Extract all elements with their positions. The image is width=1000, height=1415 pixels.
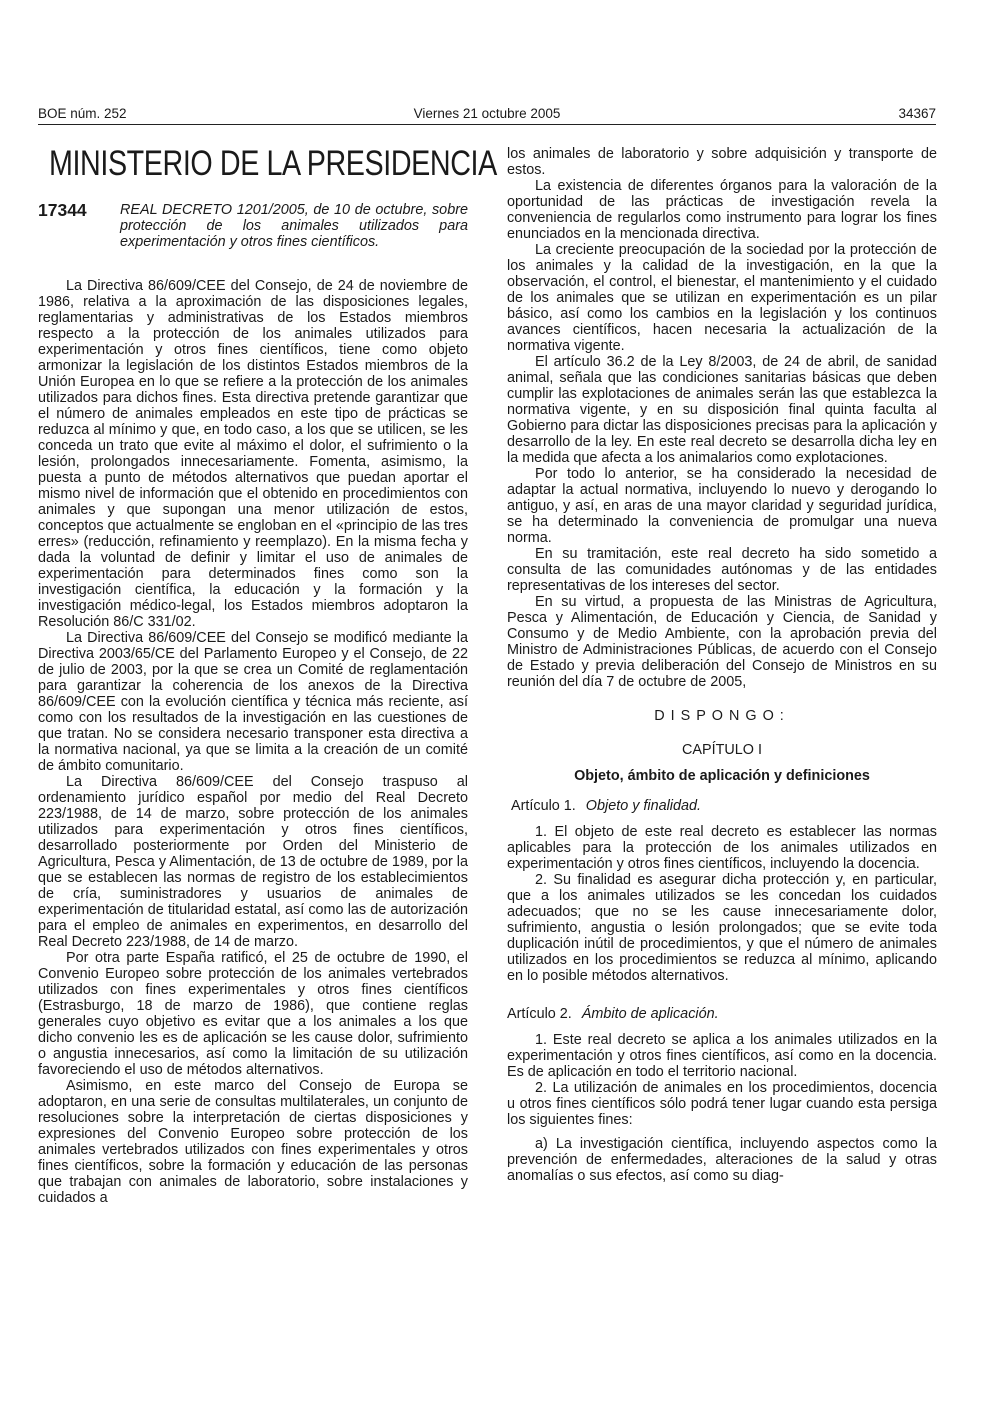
article-1-label: Artículo 1. bbox=[511, 798, 576, 814]
paragraph: Asimismo, en este marco del Consejo de Europa se adoptaron, en una serie de consultas multilaterales, un conjunto de resoluciones sobre la interpretación de ciertas disposiciones y expresiones del Convenio Europeo sobre protección de los animales vertebrados utilizados con fines experimentales y otros fines científicos, sobre la formación y educación de las personas que trabajan con animales de laboratorio, sobre instalaciones y cuidados a bbox=[38, 1078, 468, 1206]
decree-heading bbox=[38, 202, 468, 250]
paragraph: La Directiva 86/609/CEE del Consejo traspuso al ordenamiento jurídico español por medio del Real Decreto 223/1988, de 14 de marzo, sobre protección de los animales utilizados para experimentación y otros fines científicos, desarrollado posteriormente por Orden del Ministerio de Agricultura, Pesca y Alimentación, de 13 de octubre de 1989, por la que se establecen las normas de registro de los establecimientos de cría, suministradores y usuarios de animales de experimentación de titularidad estatal, así como las de autorización para el empleo de animales en experimentos, en desarrollo del Real Decreto 223/1988, de 14 de marzo. bbox=[38, 774, 468, 950]
article-paragraph: 1. Este real decreto se aplica a los animales utilizados en la experimentación y otros fines científicos, así como en la docencia. Es de aplicación en todo el territorio nacional. bbox=[507, 1032, 937, 1080]
paragraph: Por todo lo anterior, se ha considerado la necesidad de adaptar la actual normativa, incluyendo lo nuevo y derogando lo antiguo, y así, en aras de una mayor claridad y seguridad jurídica, se ha determinado la conveniencia de promulgar una nueva norma. bbox=[507, 466, 937, 546]
article-2-title: Ámbito de aplicación. bbox=[581, 1006, 719, 1022]
paragraph-continuation: los animales de laboratorio y sobre adquisición y transporte de estos. bbox=[507, 146, 937, 178]
article-paragraph: 2. Su finalidad es asegurar dicha protección y, en particular, que a los animales utilizados se les concedan los cuidados adecuados; que no se les cause innecesariamente dolor, sufrimiento, angustia o lesión prolongados; que se evite toda duplicación inútil de procedimientos, y que el número de animales utilizados en los procedimientos se reduzca al mínimo, aplicando en lo posible métodos alternativos. bbox=[507, 872, 937, 984]
decree-number: 17344 bbox=[38, 200, 87, 220]
article-paragraph: 2. La utilización de animales en los procedimientos, docencia u otros fines científicos sólo podrá tener lugar cuando esta persiga los siguientes fines: bbox=[507, 1080, 937, 1128]
preamble bbox=[38, 278, 468, 1206]
chapter-title: Objeto, ámbito de aplicación y definiciones bbox=[574, 768, 870, 784]
paragraph: En su tramitación, este real decreto ha sido sometido a consulta de las comunidades autónomas y de las entidades representativas de los intereses del sector. bbox=[507, 546, 937, 594]
paragraph: La Directiva 86/609/CEE del Consejo se modificó mediante la Directiva 2003/65/CE del Parlamento Europeo y el Consejo, de 22 de julio de 2003, por la que se crea un Comité de reglamentación para garantizar la coherencia de los anexos de la Directiva 86/609/CEE con la evolución científica y técnica más reciente, así como con los resultados de la investigación en las cuestiones de que tratan. No se considera necesario transponer esta directiva a la normativa nacional, ya que se limita a la creación de un comité de ámbito comunitario. bbox=[38, 630, 468, 774]
article-2-heading bbox=[507, 1006, 937, 1022]
paragraph: La Directiva 86/609/CEE del Consejo, de 24 de noviembre de 1986, relativa a la aproximación de las disposiciones legales, reglamentarias y administrativas de los Estados miembros respecto a la protección de los animales utilizados para experimentación y otros fines científicos, tiene como objeto armonizar la legislación de los distintos Estados miembros de la Unión Europea en lo que se refiere a la protección de los animales utilizados para dichos fines. Esta directiva pretende garantizar que el número de animales empleados en este tipo de prácticas se reduzca al mínimo y que, en todo caso, a los que se utilicen, se les conceda un trato que evite al máximo el dolor, el sufrimiento o la lesión, prolongados innecesariamente. Fomenta, asimismo, la puesta a punto de métodos alternativos que puedan aportar el mismo nivel de información que el obtenido en procedimientos con animales y que supongan una menor utilización de estos, conceptos que actualmente se engloban en el «principio de las tres erres» (reducción, refinamiento y reemplazo). En la misma fecha y dada la voluntad de definir y limitar el uso de animales de experimentación para determinados fines como son la investigación científica, la educación y la formación y la investigación médico-legal, los Estados miembros adoptaron la Resolución 86/C 331/02. bbox=[38, 278, 468, 630]
publication-date: Viernes 21 octubre 2005 bbox=[413, 106, 561, 121]
left-column bbox=[38, 144, 497, 1206]
page-header bbox=[38, 104, 936, 125]
chapter-heading: CAPÍTULO I bbox=[682, 742, 762, 758]
paragraph: La creciente preocupación de la sociedad por la protección de los animales y la calidad de la investigación, en la que la observación, el control, el bienestar, el mantenimiento y el cuidado de los animales que se utilizan en experimentación es un pilar básico, así como los cambios en la legislación y los continuos avances científicos, hacen necesaria la actualización de la normativa vigente. bbox=[507, 242, 937, 354]
paragraph: En su virtud, a propuesta de las Ministras de Agricultura, Pesca y Alimentación, de Educación y Ciencia, de Sanidad y Consumo y de Medio Ambiente, con la aprobación previa del Ministro de Administraciones Públicas, de acuerdo con el Consejo de Estado y previa deliberación del Consejo de Ministros en su reunión del día 7 de octubre de 2005, bbox=[507, 594, 937, 690]
paragraph: La existencia de diferentes órganos para la valoración de la oportunidad de las prácticas de investigación revela la conveniencia de regularlos como instrumento para lograr los fines enunciados en la mencionada directiva. bbox=[507, 178, 937, 242]
paragraph: El artículo 36.2 de la Ley 8/2003, de 24 de abril, de sanidad animal, señala que las condiciones sanitarias básicas que deben cumplir las explotaciones de animales serán las que establezca la normativa vigente, y en su disposición final quinta faculta al Gobierno para dictar las disposiciones precisas para la aplicación y desarrollo de la ley. En este real decreto se desarrolla dicha ley en la medida que afecta a los animalarios como explotaciones. bbox=[507, 354, 937, 466]
dispongo-heading: DISPONGO: bbox=[654, 708, 790, 724]
article-paragraph: 1. El objeto de este real decreto es establecer las normas aplicables para la protección de los animales utilizados en experimentación y otros fines científicos, incluyendo la docencia. bbox=[507, 824, 937, 872]
page-number: 34367 bbox=[898, 106, 936, 121]
decree-title: REAL DECRETO 1201/2005, de 10 de octubre, sobre protección de los animales utilizados para experimentación y otros fines científicos. bbox=[120, 202, 468, 250]
article-1-heading bbox=[511, 798, 937, 814]
bulletin-number: BOE núm. 252 bbox=[38, 106, 127, 121]
article-2-label: Artículo 2. bbox=[507, 1006, 572, 1022]
article-item-a: a) La investigación científica, incluyendo aspectos como la prevención de enfermedades, alteraciones de la salud y otras anomalías o sus efectos, así como su diag- bbox=[507, 1136, 937, 1184]
article-1-title: Objeto y finalidad. bbox=[585, 798, 701, 814]
right-column bbox=[507, 146, 937, 1184]
ministry-title: MINISTERIO DE LA PRESIDENCIA bbox=[49, 144, 497, 183]
paragraph: Por otra parte España ratificó, el 25 de octubre de 1990, el Convenio Europeo sobre protección de los animales vertebrados utilizados con fines experimentales y otros fines científicos (Estrasburgo, 18 de marzo de 1986), que contiene reglas generales cuyo objetivo es evitar que a los animales a los que dicho convenio les es de aplicación se les cause dolor, sufrimiento o angustia innecesarios, así como la limitación de su utilización favoreciendo el uso de métodos alternativos. bbox=[38, 950, 468, 1078]
